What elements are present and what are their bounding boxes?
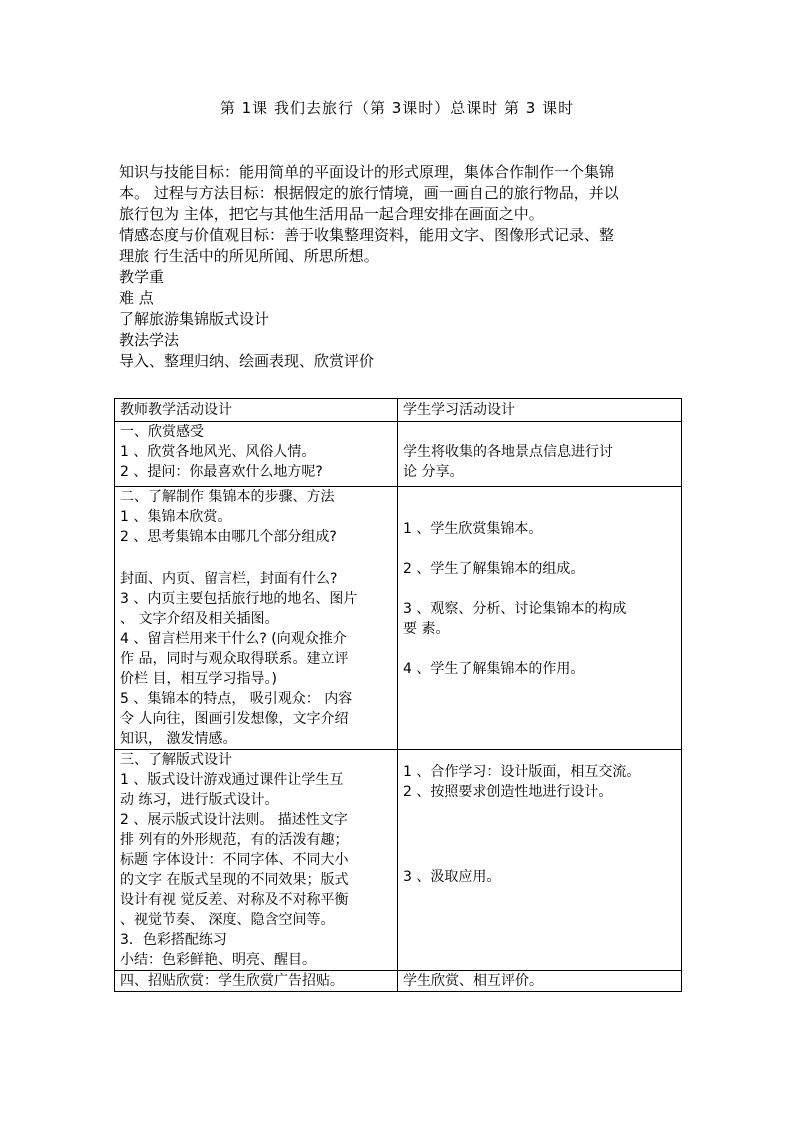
cell-line: 设计有视 觉反差、对称及不对称平衡 bbox=[120, 892, 349, 908]
cell-line: 3．色彩搭配练习 bbox=[120, 932, 227, 948]
cell-line: 1 、合作学习：设计版面，相互交流。 bbox=[403, 764, 641, 780]
lesson-title: 第 1课 我们去旅行（第 3课时）总课时 第 3 课时 bbox=[219, 99, 575, 117]
teacher-activity-cell bbox=[115, 422, 398, 487]
table-row bbox=[115, 750, 682, 971]
cell-line: 四、招贴欣赏：学生欣赏广告招贴。 bbox=[120, 973, 344, 989]
cell-line: 封面、内页、留言栏，封面有什么? bbox=[120, 571, 338, 587]
cell-line: 价栏 目，相互学习指导。) bbox=[120, 671, 277, 687]
cell-line: 1 、欣赏各地风光、风俗人情。 bbox=[120, 444, 316, 460]
cell-line: 学生欣赏、相互评价。 bbox=[403, 973, 543, 989]
cell-line: 知识， 激发情感。 bbox=[120, 731, 237, 747]
cell-line: 2 、学生了解集锦本的组成。 bbox=[403, 561, 585, 577]
teacher-activity-cell bbox=[115, 971, 398, 992]
table-row bbox=[115, 487, 682, 750]
methods-text: 导入、整理归纳、绘画表现、欣赏评价 bbox=[119, 352, 375, 370]
student-activity-cell bbox=[398, 487, 682, 750]
cell-line: 三、了解版式设计 bbox=[120, 752, 232, 768]
cell-line: 1 、学生欣赏集锦本。 bbox=[403, 521, 543, 537]
methods-label: 教法学法 bbox=[119, 331, 180, 349]
cell-line: 2 、展示版式设计法则。 描述性文字 bbox=[120, 812, 348, 828]
cell-line: 令 人向往，图画引发想像，文字介绍 bbox=[120, 711, 349, 727]
cell-line: 2 、提问：你最喜欢什么地方呢? bbox=[120, 464, 323, 480]
student-activity-cell bbox=[398, 750, 682, 971]
cell-line: 排 列有的外形规范，有的活泼有趣； bbox=[120, 832, 349, 848]
student-activity-cell bbox=[398, 971, 682, 992]
difficult-points-label: 难 点 bbox=[119, 289, 154, 307]
cell-line: 、视觉节奏、 深度、隐含空间等。 bbox=[120, 912, 335, 928]
cell-line: 4 、学生了解集锦本的作用。 bbox=[403, 661, 585, 677]
cell-line: 1 、集锦本欣赏。 bbox=[120, 509, 232, 525]
table-row bbox=[115, 971, 682, 992]
cell-line: 3 、观察、分析、讨论集锦本的构成 bbox=[403, 601, 627, 617]
cell-line: 2 、思考集锦本由哪几个部分组成? bbox=[120, 529, 337, 545]
objective-line: 知识与技能目标：能用简单的平面设计的形式原理，集体合作制作一个集锦 bbox=[119, 163, 615, 181]
cell-line: 、 文字介绍及相关插图。 bbox=[120, 611, 279, 627]
cell-line: 1 、版式设计游戏通过课件让学生互 bbox=[120, 772, 344, 788]
cell-line: 要 素。 bbox=[403, 621, 450, 637]
cell-line: 一、欣赏感受 bbox=[120, 424, 204, 440]
objective-line: 旅行包为 主体，把它与其他生活用品一起合理安排在画面之中。 bbox=[119, 205, 544, 223]
cell-line: 3 、汲取应用。 bbox=[403, 869, 501, 885]
cell-line: 学生将收集的各地景点信息进行讨 bbox=[403, 444, 613, 460]
teacher-activity-header: 教师教学活动设计 bbox=[115, 399, 398, 422]
table-row bbox=[115, 422, 682, 487]
objective-line: 情感态度与价值观目标：善于收集整理资料，能用文字、图像形式记录、整 bbox=[119, 226, 615, 244]
cell-line: 4 、留言栏用来干什么? (向观众推介 bbox=[120, 631, 347, 647]
cell-line: 二、了解制作 集锦本的步骤、方法 bbox=[120, 489, 335, 505]
key-points-label: 教学重 bbox=[119, 268, 165, 286]
cell-line: 的文字 在版式呈现的不同效果；版式 bbox=[120, 872, 349, 888]
objective-line: 理旅 行生活中的所见所闻、所思所想。 bbox=[119, 247, 379, 265]
activity-table bbox=[114, 398, 682, 992]
teacher-activity-cell bbox=[115, 487, 398, 750]
student-activity-header: 学生学习活动设计 bbox=[398, 399, 682, 422]
table-header-row bbox=[115, 399, 682, 422]
cell-line: 3 、内页主要包括旅行地的地名、图片 bbox=[120, 591, 358, 607]
cell-line: 论 分享。 bbox=[403, 464, 464, 480]
cell-line: 小结：色彩鲜艳、明亮、醒目。 bbox=[120, 952, 316, 968]
key-points-text: 了解旅游集锦版式设计 bbox=[119, 310, 270, 328]
cell-line: 作 品，同时与观众取得联系。建立评 bbox=[120, 651, 349, 667]
student-activity-cell bbox=[398, 422, 682, 487]
cell-line: 5 、集锦本的特点， 吸引观众： 内容 bbox=[120, 691, 353, 707]
objective-line: 本。 过程与方法目标：根据假定的旅行情境，画一画自己的旅行物品，并以 bbox=[119, 184, 619, 202]
lesson-objectives bbox=[119, 162, 687, 372]
cell-line: 动 练习，进行版式设计。 bbox=[120, 792, 279, 808]
teacher-activity-cell bbox=[115, 750, 398, 971]
cell-line: 标题 字体设计：不同字体、不同大小 bbox=[120, 852, 349, 868]
cell-line: 2 、按照要求创造性地进行设计。 bbox=[403, 784, 613, 800]
